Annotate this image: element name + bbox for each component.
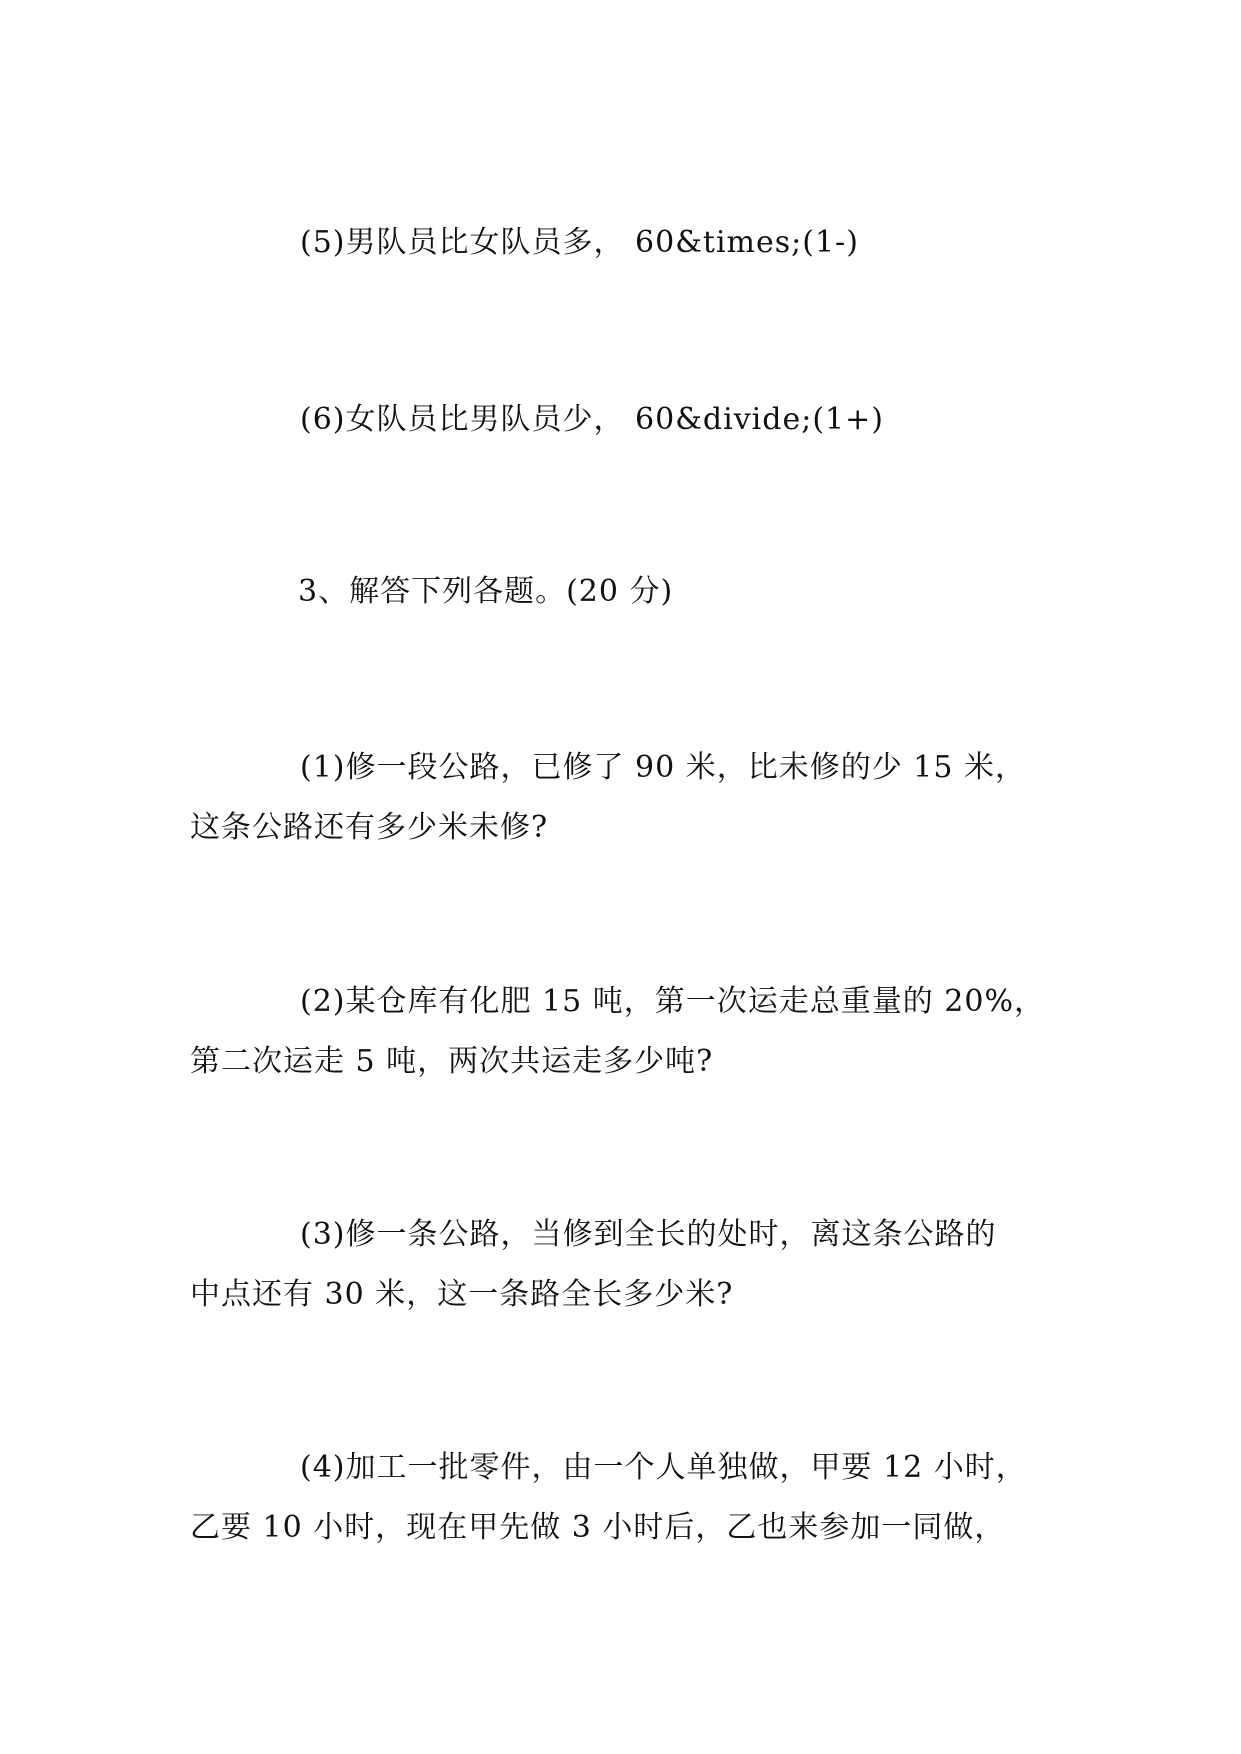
- question-3-line-1: (3)修一条公路，当修到全长的处时，离这条公路的: [300, 1217, 997, 1252]
- question-3-line-2: 中点还有 30 米，这一条路全长多少米?: [190, 1277, 734, 1312]
- question-4-line-1: (4)加工一批零件，由一个人单独做，甲要 12 小时，: [300, 1450, 1027, 1485]
- question-1-line-1: (1)修一段公路，已修了 90 米，比未修的少 15 米，: [300, 750, 1026, 785]
- answer-line-5: (5)男队员比女队员多， 60&times;(1-): [300, 225, 859, 260]
- question-2-line-2: 第二次运走 5 吨，两次共运走多少吨?: [190, 1044, 714, 1079]
- question-1-line-2: 这条公路还有多少米未修?: [190, 810, 549, 845]
- question-2-line-1: (2)某仓库有化肥 15 吨，第一次运走总重量的 20%，: [300, 984, 1045, 1019]
- answer-line-6: (6)女队员比男队员少， 60&divide;(1+): [300, 402, 884, 437]
- section-heading-3: 3、解答下列各题。(20 分): [298, 574, 674, 609]
- question-4-line-2: 乙要 10 小时，现在甲先做 3 小时后，乙也来参加一同做，: [190, 1510, 1006, 1545]
